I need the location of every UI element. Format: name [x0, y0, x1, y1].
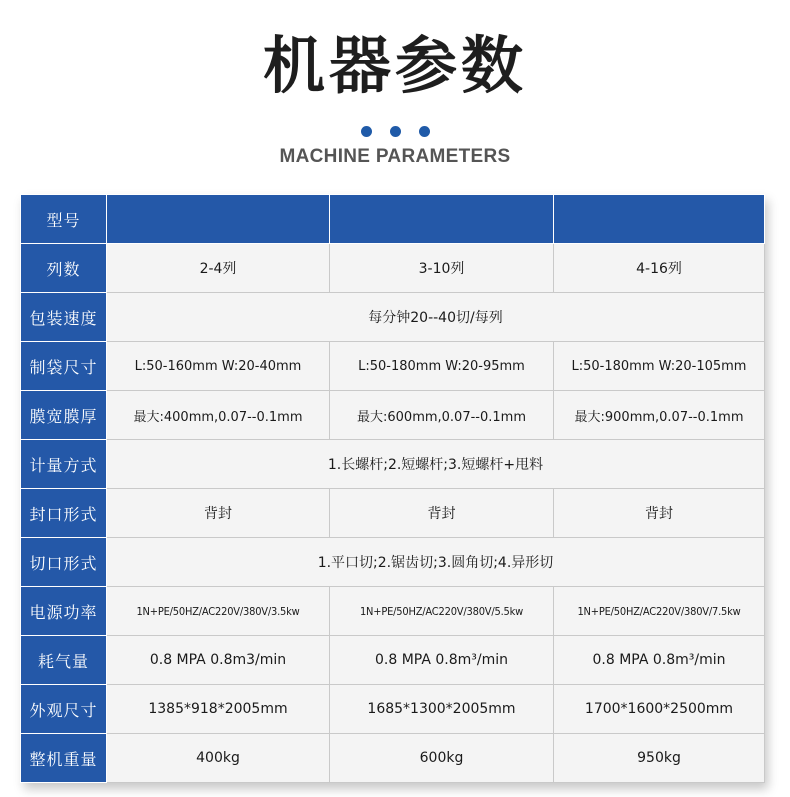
table-cell: 1N+PE/50HZ/AC220V/380V/7.5kw	[554, 587, 765, 636]
page-title: 机器参数	[262, 29, 527, 102]
table-cell: L:50-180mm W:20-105mm	[554, 342, 765, 391]
table-cell: 1N+PE/50HZ/AC220V/380V/3.5kw	[107, 587, 330, 636]
row-label: 电源功率	[21, 587, 107, 636]
parameters-table	[20, 194, 765, 783]
table-row-cutting	[21, 538, 765, 587]
table-row-model	[21, 195, 765, 244]
merged-cell: 1.平口切;2.锯齿切;3.圆角切;4.异形切	[107, 538, 765, 587]
row-label: 计量方式	[21, 440, 107, 489]
row-label: 型号	[21, 195, 107, 244]
merged-cell: 1.长螺杆;2.短螺杆;3.短螺杆+甩料	[107, 440, 765, 489]
table-cell: 0.8 MPA 0.8m³/min	[554, 636, 765, 685]
table-row-speed	[21, 293, 765, 342]
page-subtitle: MACHINE PARAMETERS	[279, 146, 511, 167]
model-cell	[554, 195, 765, 244]
dot-icon	[419, 126, 430, 137]
table-cell: 600kg	[330, 734, 554, 783]
row-label: 切口形式	[21, 538, 107, 587]
table-row-dimensions	[21, 685, 765, 734]
row-label: 外观尺寸	[21, 685, 107, 734]
table-row-sealing	[21, 489, 765, 538]
row-label: 整机重量	[21, 734, 107, 783]
table-cell: 4-16列	[554, 244, 765, 293]
row-label: 包装速度	[21, 293, 107, 342]
table-cell: 最大:900mm,0.07--0.1mm	[554, 391, 765, 440]
table-cell: 1700*1600*2500mm	[554, 685, 765, 734]
table-cell: 背封	[554, 489, 765, 538]
decorative-dots	[0, 126, 790, 137]
row-label: 耗气量	[21, 636, 107, 685]
table-cell: 1685*1300*2005mm	[330, 685, 554, 734]
dot-icon	[361, 126, 372, 137]
table-cell: 400kg	[107, 734, 330, 783]
dot-icon	[390, 126, 401, 137]
table-row-air	[21, 636, 765, 685]
table-cell: 最大:600mm,0.07--0.1mm	[330, 391, 554, 440]
model-cell	[330, 195, 554, 244]
table-cell: 3-10列	[330, 244, 554, 293]
table-row-metering	[21, 440, 765, 489]
table-cell: 2-4列	[107, 244, 330, 293]
parameters-table-container	[20, 194, 764, 783]
table-row-weight	[21, 734, 765, 783]
table-cell: 0.8 MPA 0.8m³/min	[330, 636, 554, 685]
model-cell	[107, 195, 330, 244]
row-label: 膜宽膜厚	[21, 391, 107, 440]
table-row-film	[21, 391, 765, 440]
row-label: 制袋尺寸	[21, 342, 107, 391]
table-cell: 1385*918*2005mm	[107, 685, 330, 734]
table-row-columns	[21, 244, 765, 293]
table-cell: 背封	[107, 489, 330, 538]
table-row-bag-size	[21, 342, 765, 391]
table-cell: L:50-180mm W:20-95mm	[330, 342, 554, 391]
table-cell: L:50-160mm W:20-40mm	[107, 342, 330, 391]
row-label: 列数	[21, 244, 107, 293]
merged-cell: 每分钟20--40切/每列	[107, 293, 765, 342]
table-cell: 950kg	[554, 734, 765, 783]
row-label: 封口形式	[21, 489, 107, 538]
table-cell: 背封	[330, 489, 554, 538]
table-cell: 1N+PE/50HZ/AC220V/380V/5.5kw	[330, 587, 554, 636]
table-cell: 最大:400mm,0.07--0.1mm	[107, 391, 330, 440]
table-cell: 0.8 MPA 0.8m3/min	[107, 636, 330, 685]
table-row-power	[21, 587, 765, 636]
